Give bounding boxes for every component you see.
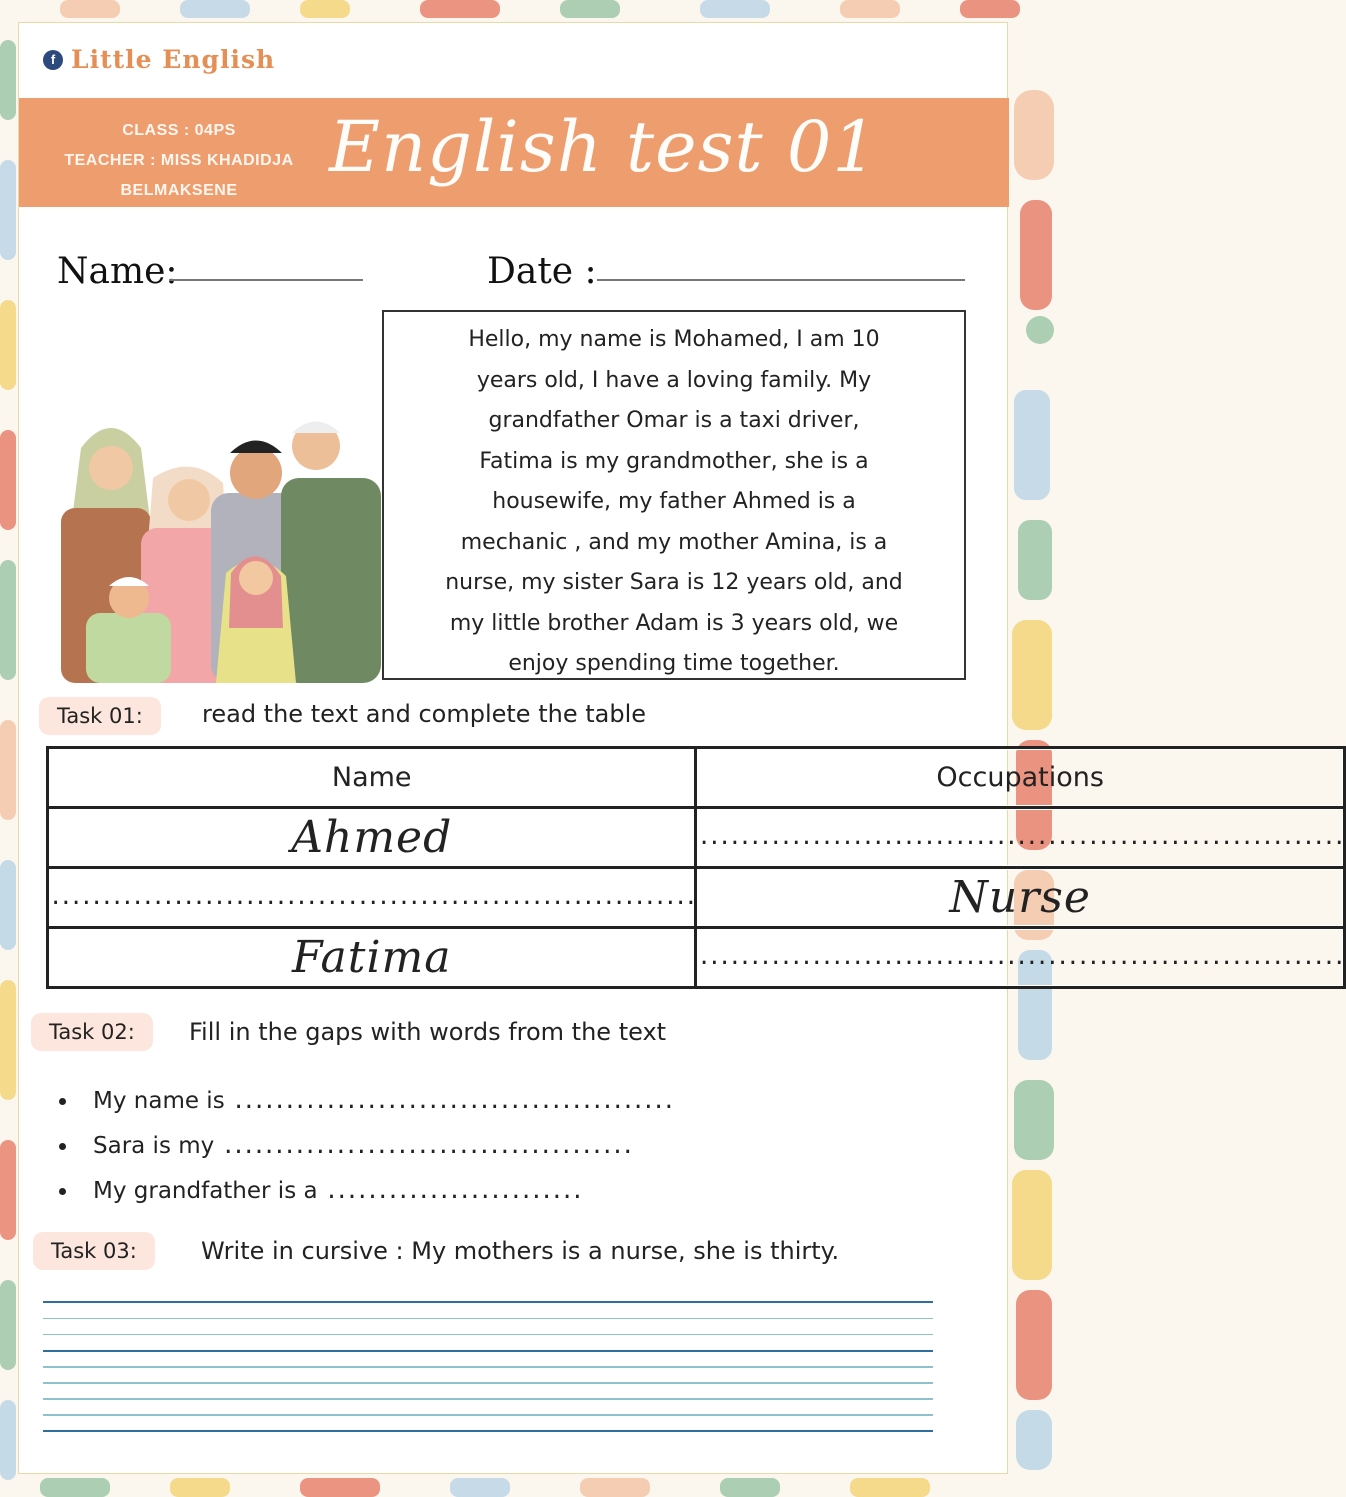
blank-answer-line[interactable]: ............................................................... — [49, 885, 695, 910]
story-line: years old, I have a loving family. My — [476, 367, 872, 393]
gap-prompt: My grandfather is a — [93, 1178, 318, 1204]
table-row — [48, 928, 1345, 988]
date-field-line[interactable] — [597, 279, 965, 281]
gap-item — [79, 1079, 673, 1124]
task-03-badge: Task 03: — [33, 1232, 155, 1270]
gap-blank[interactable]: ......................... — [324, 1179, 582, 1204]
name-cell — [48, 808, 696, 868]
handwritten-occupation: Nurse — [949, 872, 1091, 923]
gap-fill-list — [59, 1079, 673, 1214]
story-line: mechanic , and my mother Amina, is a — [460, 529, 888, 555]
brand — [43, 45, 275, 74]
name-label: Name: — [57, 251, 178, 292]
table-header-row — [48, 748, 1345, 808]
occupation-table — [46, 746, 1346, 989]
story-line: nurse, my sister Sara is 12 years old, and — [445, 570, 903, 595]
task-03-instruction: Write in cursive : My mothers is a nurse, she is thirty. — [201, 1237, 840, 1265]
story-text-box — [382, 310, 966, 680]
gap-item — [79, 1169, 673, 1214]
writing-line[interactable] — [43, 1382, 933, 1384]
brand-name: Little English — [71, 45, 276, 74]
writing-line[interactable] — [43, 1301, 933, 1303]
blank-answer-line[interactable]: ............................................................... — [697, 825, 1343, 850]
name-field-line[interactable] — [169, 279, 363, 281]
name-cell[interactable] — [48, 868, 696, 928]
gap-prompt: My name is — [93, 1088, 225, 1114]
story-line: Hello, my name is Mohamed, I am 10 — [468, 327, 880, 352]
task-01-badge: Task 01: — [39, 697, 161, 735]
writing-line[interactable] — [43, 1366, 933, 1368]
teacher-line: TEACHER : MISS KHADIDJA — [64, 152, 294, 169]
blank-answer-line[interactable]: ............................................................... — [697, 945, 1343, 970]
handwritten-name: Ahmed — [291, 812, 453, 863]
class-teacher-info — [29, 116, 329, 206]
story-line: enjoy spending time together. — [508, 651, 840, 676]
story-line: housewife, my father Ahmed is a — [492, 489, 856, 514]
cursive-writing-lines[interactable] — [43, 1301, 933, 1447]
gap-blank[interactable]: ........................................ — [221, 1134, 632, 1159]
table-row — [48, 868, 1345, 928]
occupation-cell[interactable] — [696, 808, 1344, 868]
occupation-cell — [696, 868, 1344, 928]
gap-blank[interactable]: ........................................... — [232, 1089, 673, 1114]
date-label: Date : — [487, 251, 597, 292]
worksheet-page — [18, 22, 1343, 1474]
header-occupations: Occupations — [696, 748, 1344, 808]
test-title: English test 01 — [329, 106, 878, 188]
story-line: my little brother Adam is 3 years old, we — [449, 610, 899, 636]
task-01-instruction: read the text and complete the table — [202, 700, 646, 728]
writing-line[interactable] — [43, 1430, 933, 1432]
writing-line[interactable] — [43, 1334, 933, 1336]
class-line: CLASS : 04PS — [122, 122, 236, 139]
facebook-icon: f — [43, 50, 63, 70]
writing-line[interactable] — [43, 1398, 933, 1400]
handwritten-name: Fatima — [291, 932, 452, 983]
family-illustration — [41, 398, 381, 683]
writing-line[interactable] — [43, 1414, 933, 1416]
teacher-line-2: BELMAKSENE — [120, 182, 238, 199]
name-cell — [48, 928, 696, 988]
table-row — [48, 808, 1345, 868]
gap-item — [79, 1124, 673, 1169]
writing-line[interactable] — [43, 1350, 933, 1352]
occupation-cell[interactable] — [696, 928, 1344, 988]
header-name: Name — [48, 748, 696, 808]
story-line: Fatima is my grandmother, she is a — [479, 448, 869, 474]
task-02-badge: Task 02: — [31, 1013, 153, 1051]
gap-prompt: Sara is my — [93, 1133, 215, 1159]
header-banner — [19, 98, 1009, 207]
task-02-instruction: Fill in the gaps with words from the text — [189, 1018, 667, 1046]
writing-line[interactable] — [43, 1318, 933, 1320]
story-line: grandfather Omar is a taxi driver, — [488, 408, 860, 433]
